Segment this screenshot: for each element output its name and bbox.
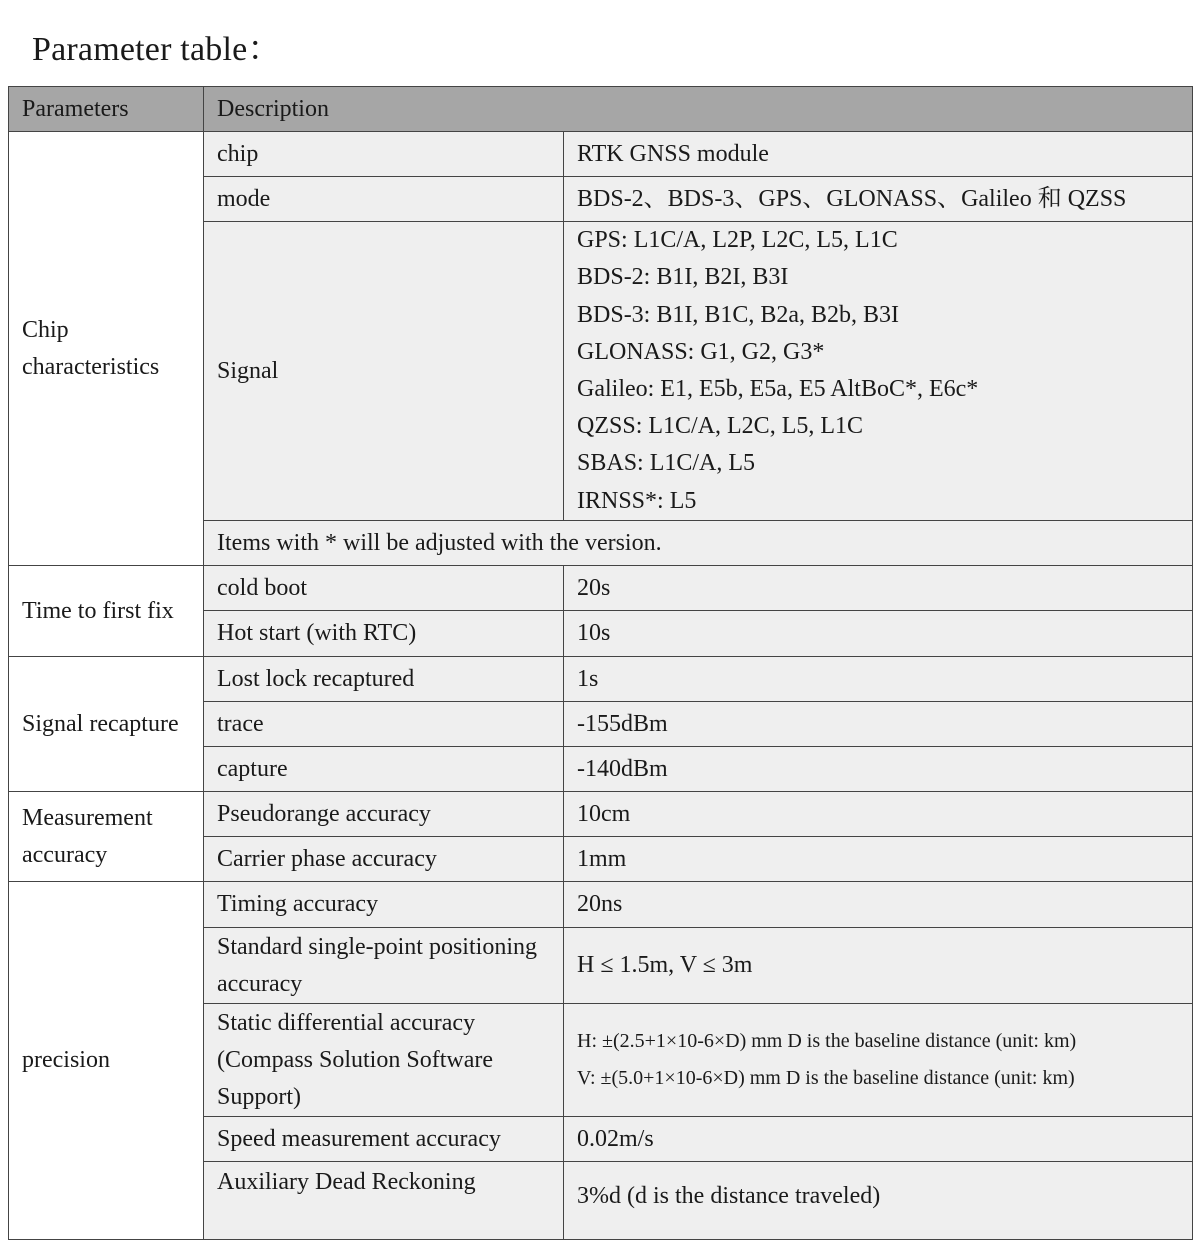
table-row (9, 657, 1193, 702)
signal-item: GLONASS: G1, G2, G3* (577, 338, 825, 365)
page-title: Parameter table： (32, 31, 282, 68)
signal-item: SBAS: L1C/A, L5 (577, 450, 756, 477)
param-value: 10cm (564, 792, 1193, 837)
table-row (9, 792, 1193, 837)
param-value: RTK GNSS module (564, 132, 1193, 177)
header-description: Description (204, 87, 1193, 132)
version-note: Items with * will be adjusted with the version. (204, 521, 1193, 566)
param-value: -140dBm (564, 747, 1193, 792)
group-chip-characteristics: Chip characteristics (9, 132, 204, 566)
param-value: 1s (564, 657, 1193, 702)
param-key: trace (204, 702, 564, 747)
param-key: Lost lock recaptured (204, 657, 564, 702)
param-key: Standard single-point positioning accuracy (204, 928, 564, 1004)
param-key: Pseudorange accuracy (204, 792, 564, 837)
group-time-to-first-fix: Time to first fix (9, 566, 204, 657)
signal-item: BDS-2: B1I, B2I, B3I (577, 264, 789, 291)
param-key: Speed measurement accuracy (204, 1117, 564, 1162)
static-accuracy-h: H: ±(2.5+1×10-6×D) mm D is the baseline distance (unit: km) (577, 1030, 1077, 1052)
param-value: 20ns (564, 882, 1193, 928)
param-key: Carrier phase accuracy (204, 837, 564, 882)
param-value-static (564, 1004, 1193, 1117)
param-key: cold boot (204, 566, 564, 611)
param-value: H ≤ 1.5m, V ≤ 3m (564, 928, 1193, 1004)
param-value: 20s (564, 566, 1193, 611)
header-parameters: Parameters (9, 87, 204, 132)
static-accuracy-v: V: ±(5.0+1×10-6×D) mm D is the baseline distance (unit: km) (577, 1067, 1075, 1089)
signal-item: IRNSS*: L5 (577, 487, 697, 514)
param-key: Auxiliary Dead Reckoning (204, 1162, 564, 1240)
param-key: Static differential accuracy (Compass Solution Software Support) (204, 1004, 564, 1117)
table-row (9, 882, 1193, 928)
param-key: capture (204, 747, 564, 792)
param-value: 0.02m/s (564, 1117, 1193, 1162)
param-key: Hot start (with RTC) (204, 611, 564, 657)
signal-item: Galileo: E1, E5b, E5a, E5 AltBoC*, E6c* (577, 376, 979, 402)
group-signal-recapture: Signal recapture (9, 657, 204, 792)
param-key: mode (204, 177, 564, 222)
param-value: -155dBm (564, 702, 1193, 747)
signal-item: GPS: L1C/A, L2P, L2C, L5, L1C (577, 227, 898, 254)
signal-item: QZSS: L1C/A, L2C, L5, L1C (577, 413, 864, 440)
table-row (9, 566, 1193, 611)
param-key: chip (204, 132, 564, 177)
group-precision: precision (9, 882, 204, 1240)
param-value: 1mm (564, 837, 1193, 882)
param-key: Timing accuracy (204, 882, 564, 928)
group-measurement-accuracy: Measurement accuracy (9, 792, 204, 882)
param-value: BDS-2、BDS-3、GPS、GLONASS、Galileo 和 QZSS (564, 177, 1193, 222)
param-value: 10s (564, 611, 1193, 657)
table-header-row (9, 87, 1193, 132)
param-value: 3%d (d is the distance traveled) (564, 1162, 1193, 1240)
table-row (9, 132, 1193, 177)
parameter-table (8, 86, 1193, 1240)
signal-item: BDS-3: B1I, B1C, B2a, B2b, B3I (577, 301, 900, 328)
signal-list (564, 222, 1193, 521)
param-key-signal: Signal (204, 222, 564, 521)
